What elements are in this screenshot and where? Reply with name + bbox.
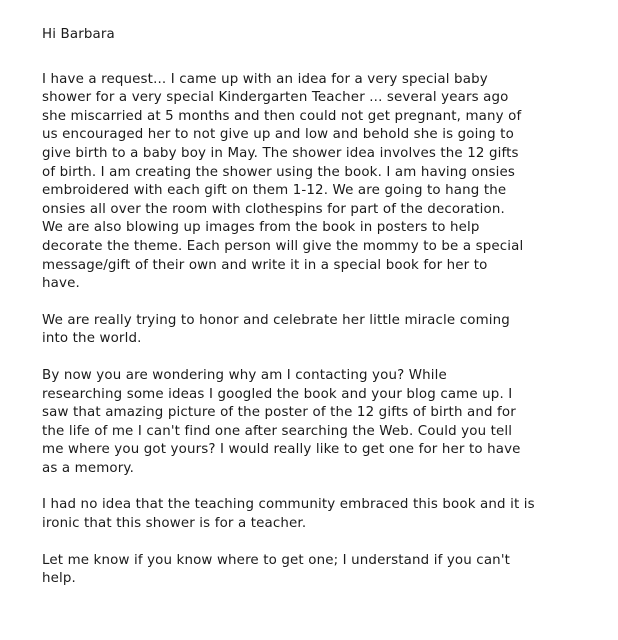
- text-line: us encouraged her to not give up and low and behold she is going to: [42, 127, 514, 143]
- text-line: message/gift of their own and write it in a special book for her to: [42, 257, 488, 273]
- text-line: shower for a very special Kindergarten Teacher ... several years ago: [42, 90, 509, 106]
- text-line: We are really trying to honor and celebrate her little miracle coming: [42, 312, 510, 328]
- text-line: saw that amazing picture of the poster of the 12 gifts of birth and for: [42, 405, 516, 421]
- text-line: embroidered with each gift on them 1-12. We are going to hang the: [42, 183, 507, 199]
- text-line: the life of me I can't find one after searching the Web. Could you tell: [42, 423, 513, 439]
- text-line: she miscarried at 5 months and then could not get pregnant, many of: [42, 108, 522, 124]
- letter-greeting: Hi Barbara: [42, 27, 115, 42]
- text-line: I have a request... I came up with an idea for a very special baby: [42, 71, 488, 87]
- text-line: me where you got yours? I would really like to get one for her to have: [42, 442, 521, 458]
- paragraph-teaching-community: [42, 496, 602, 533]
- text-line: We are also blowing up images from the book in posters to help: [42, 220, 480, 236]
- paragraph-contact-reason: [42, 367, 602, 479]
- paragraph-request: [42, 71, 602, 294]
- text-line: of birth. I am creating the shower using the book. I am having onsies: [42, 164, 515, 180]
- text-line: give birth to a baby boy in May. The shower idea involves the 12 gifts: [42, 145, 519, 161]
- text-line: have.: [42, 276, 80, 292]
- paragraph-honor: [42, 312, 602, 349]
- text-line: By now you are wondering why am I contacting you? While: [42, 367, 447, 383]
- text-line: into the world.: [42, 331, 142, 347]
- paragraph-closing: [42, 552, 602, 589]
- text-line: help.: [42, 571, 76, 587]
- text-line: onsies all over the room with clothespins for part of the decoration.: [42, 201, 505, 217]
- letter-body: [42, 26, 602, 607]
- text-line: Let me know if you know where to get one; I understand if you can't: [42, 552, 511, 568]
- text-line: decorate the theme. Each person will give the mommy to be a special: [42, 238, 524, 254]
- text-line: ironic that this shower is for a teacher.: [42, 516, 307, 532]
- text-line: researching some ideas I googled the book and your blog came up. I: [42, 386, 513, 402]
- text-line: I had no idea that the teaching community embraced this book and it is: [42, 497, 535, 513]
- text-line: as a memory.: [42, 460, 134, 476]
